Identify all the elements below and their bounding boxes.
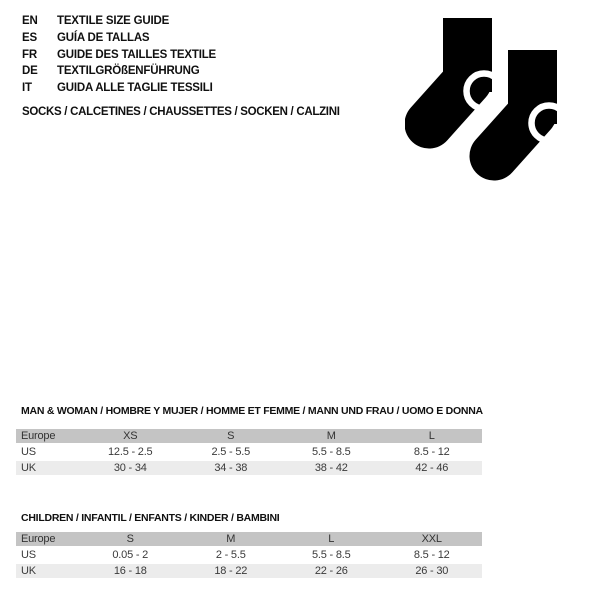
header-cell-size: S (126, 533, 134, 545)
language-label: GUIDE DES TAILLES TEXTILE (57, 48, 216, 61)
size-cell: 5.5 - 8.5 (311, 549, 351, 561)
size-cell: 8.5 - 12 (413, 446, 450, 458)
row-label: UK (21, 462, 36, 474)
header-cell-size: XXL (421, 533, 442, 545)
header-cell-europe: Europe (21, 430, 56, 442)
size-cell: 8.5 - 12 (413, 549, 450, 561)
header-cell-size: XS (123, 430, 138, 442)
size-cell: 22 - 26 (314, 565, 348, 577)
language-row-it (22, 80, 216, 97)
language-list (22, 13, 216, 97)
header-cell-size: L (328, 533, 335, 545)
size-cell: 2 - 5.5 (215, 549, 246, 561)
category-title: SOCKS / CALCETINES / CHAUSSETTES / SOCKEN / CALZINI (22, 106, 340, 118)
size-cell: 16 - 18 (113, 565, 147, 577)
language-label: TEXTILGRÖßENFÜHRUNG (57, 65, 200, 78)
table-row-us (16, 548, 482, 562)
size-cell: 30 - 34 (113, 462, 147, 474)
table-header-row (16, 532, 482, 546)
language-code: FR (22, 48, 37, 61)
header-cell-size: M (226, 533, 236, 545)
language-row-fr (22, 47, 216, 64)
socks-icon (405, 5, 570, 183)
size-cell: 18 - 22 (214, 565, 248, 577)
row-label: UK (21, 565, 36, 577)
row-label: US (21, 549, 36, 561)
language-code: EN (22, 15, 38, 27)
header-cell-europe: Europe (21, 533, 56, 545)
row-label: US (21, 446, 36, 458)
language-row-en (22, 13, 216, 30)
language-row-de (22, 63, 216, 80)
size-cell: 2.5 - 5.5 (211, 446, 251, 458)
header-cell-size: S (227, 430, 235, 442)
table-title-children: CHILDREN / INFANTIL / ENFANTS / KINDER / BAMBINI (21, 512, 280, 524)
size-cell: 0.05 - 2 (112, 549, 149, 561)
size-cell: 26 - 30 (415, 565, 449, 577)
size-table-man-woman (16, 429, 482, 477)
header-cell-size: L (428, 430, 435, 442)
language-label: GUIDA ALLE TAGLIE TESSILI (57, 82, 213, 95)
size-table-children (16, 532, 482, 580)
size-cell: 42 - 46 (415, 462, 449, 474)
size-cell: 5.5 - 8.5 (311, 446, 351, 458)
language-code: ES (22, 31, 37, 44)
language-row-es (22, 30, 216, 47)
language-label: GUÍA DE TALLAS (57, 31, 150, 44)
language-code: IT (22, 82, 32, 95)
header-cell-size: M (326, 430, 336, 442)
size-cell: 34 - 38 (214, 462, 248, 474)
table-title-man-woman: MAN & WOMAN / HOMBRE Y MUJER / HOMME ET FEMME / MANN UND FRAU / UOMO E DONNA (21, 405, 483, 417)
table-row-us (16, 445, 482, 459)
table-header-row (16, 429, 482, 443)
language-label: TEXTILE SIZE GUIDE (57, 15, 170, 27)
size-cell: 38 - 42 (314, 462, 348, 474)
table-row-uk (16, 564, 482, 578)
language-code: DE (22, 65, 38, 78)
table-row-uk (16, 461, 482, 475)
socks-icon-svg (405, 5, 570, 183)
size-cell: 12.5 - 2.5 (108, 446, 153, 458)
